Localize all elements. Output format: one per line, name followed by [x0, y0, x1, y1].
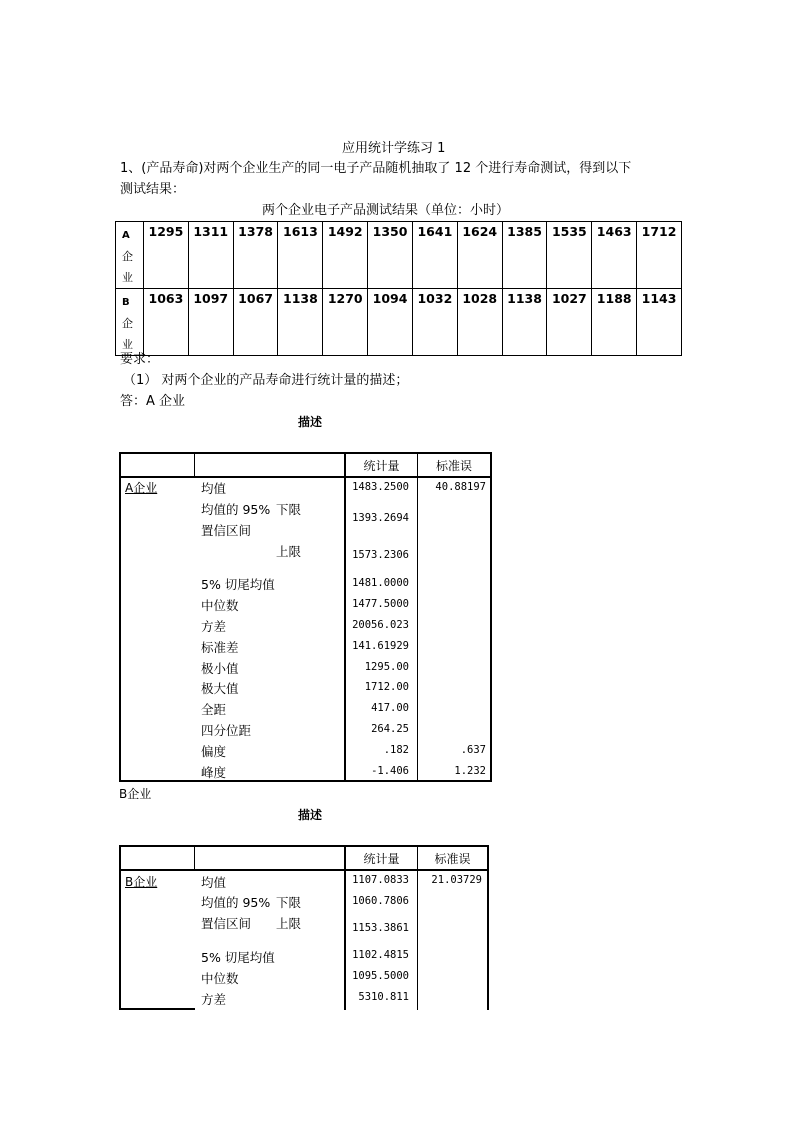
table-cell: 1350 — [368, 222, 413, 289]
stat-value: 1481.0000 — [352, 577, 409, 589]
stat-value: .182 — [383, 744, 409, 756]
stat-value: 1095.5000 — [352, 970, 409, 982]
table-cell: 1311 — [188, 222, 233, 289]
table-cell: 1063 — [144, 289, 189, 356]
table-cell: 1385 — [502, 222, 547, 289]
stat-value: 1573.2306 — [352, 549, 409, 561]
stat-value: 20056.023 — [352, 619, 409, 631]
table-cell: 1463 — [592, 222, 637, 289]
se-value: 40.88197 — [435, 481, 486, 493]
col-header-std-error: 标准误 — [435, 459, 472, 473]
row-label: 均值的 95% — [201, 502, 271, 517]
table-cell: 1378 — [233, 222, 278, 289]
question-text-line2: 测试结果： — [120, 182, 186, 197]
stat-value: 1393.2694 — [352, 512, 409, 524]
row-label-b: B 企 业 — [116, 289, 144, 356]
table-row — [116, 222, 682, 289]
table-cell: 1032 — [412, 289, 457, 356]
row-label: 上限 — [276, 544, 302, 559]
stat-value: 141.61929 — [352, 640, 409, 652]
col-header-std-error: 标准误 — [434, 852, 471, 866]
table-cell: 1535 — [547, 222, 592, 289]
row-label: 置信区间 — [201, 916, 252, 931]
requirement-heading: 要求： — [120, 352, 160, 367]
stat-value: 5310.811 — [358, 991, 409, 1003]
table-cell: 1492 — [323, 222, 368, 289]
table-caption: 两个企业电子产品测试结果（单位：小时） — [262, 203, 510, 218]
table-cell: 1712 — [637, 222, 682, 289]
row-label: 上限 — [276, 916, 302, 931]
row-label: 置信区间 — [201, 523, 252, 538]
row-label: 中位数 — [201, 598, 239, 613]
stat-value: 1153.3861 — [352, 922, 409, 934]
table-row — [116, 289, 682, 356]
requirement-item-1: （1） 对两个企业的产品寿命进行统计量的描述； — [123, 373, 409, 388]
question-text-line1: 1、(产品寿命)对两个企业生产的同一电子产品随机抽取了 12 个进行寿命测试，得到以下 — [120, 161, 632, 176]
table-cell: 1094 — [368, 289, 413, 356]
row-label: 均值 — [201, 481, 227, 496]
se-value: 21.03729 — [431, 874, 482, 886]
row-label: 5% 切尾均值 — [201, 577, 275, 592]
sample-data-table — [115, 221, 682, 356]
row-label: 偏度 — [201, 744, 227, 759]
row-label: 极大值 — [201, 681, 239, 696]
row-label: 极小值 — [201, 661, 239, 676]
answer-label: 答：A 企业 — [120, 394, 186, 409]
company-label: A企业 — [125, 481, 158, 495]
desc-a-title: 描述 — [298, 415, 323, 429]
stat-value: -1.406 — [371, 765, 409, 777]
stat-value: 1107.0833 — [352, 874, 409, 886]
stat-value: 1102.4815 — [352, 949, 409, 961]
company-label: B企业 — [125, 875, 158, 889]
row-label: 全距 — [201, 702, 227, 717]
row-label: 峰度 — [201, 765, 227, 780]
table-cell: 1613 — [278, 222, 323, 289]
table-cell: 1027 — [547, 289, 592, 356]
table-cell: 1028 — [457, 289, 502, 356]
row-label: 标准差 — [201, 640, 239, 655]
table-cell: 1270 — [323, 289, 368, 356]
desc-b-title: 描述 — [298, 808, 323, 822]
col-header-statistic: 统计量 — [363, 459, 400, 473]
row-label: 中位数 — [201, 971, 239, 986]
row-label: 下限 — [276, 502, 302, 517]
table-cell: 1295 — [144, 222, 189, 289]
row-label: 四分位距 — [201, 723, 252, 738]
doc-title: 应用统计学练习 1 — [342, 141, 446, 156]
company-b-label: B企业 — [119, 787, 152, 801]
stat-value: 1712.00 — [364, 681, 409, 693]
table-cell: 1138 — [278, 289, 323, 356]
table-cell: 1143 — [637, 289, 682, 356]
table-cell: 1138 — [502, 289, 547, 356]
table-cell: 1188 — [592, 289, 637, 356]
table-cell: 1641 — [412, 222, 457, 289]
stat-value: 417.00 — [371, 702, 409, 714]
row-label: 下限 — [276, 895, 302, 910]
row-label: 均值的 95% — [201, 895, 271, 910]
table-cell: 1067 — [233, 289, 278, 356]
row-label: 5% 切尾均值 — [201, 950, 275, 965]
se-value: 1.232 — [454, 765, 486, 777]
table-cell: 1097 — [188, 289, 233, 356]
stat-value: 1477.5000 — [352, 598, 409, 610]
row-label: 方差 — [201, 619, 227, 634]
row-label: 方差 — [201, 992, 227, 1007]
stat-value: 1060.7806 — [352, 895, 409, 907]
se-value: .637 — [460, 744, 486, 756]
stat-value: 1483.2500 — [352, 481, 409, 493]
stat-value: 264.25 — [371, 723, 409, 735]
col-header-statistic: 统计量 — [363, 852, 400, 866]
table-cell: 1624 — [457, 222, 502, 289]
row-label: 均值 — [201, 875, 227, 890]
stat-value: 1295.00 — [364, 661, 409, 673]
row-label-a: A 企 业 — [116, 222, 144, 289]
